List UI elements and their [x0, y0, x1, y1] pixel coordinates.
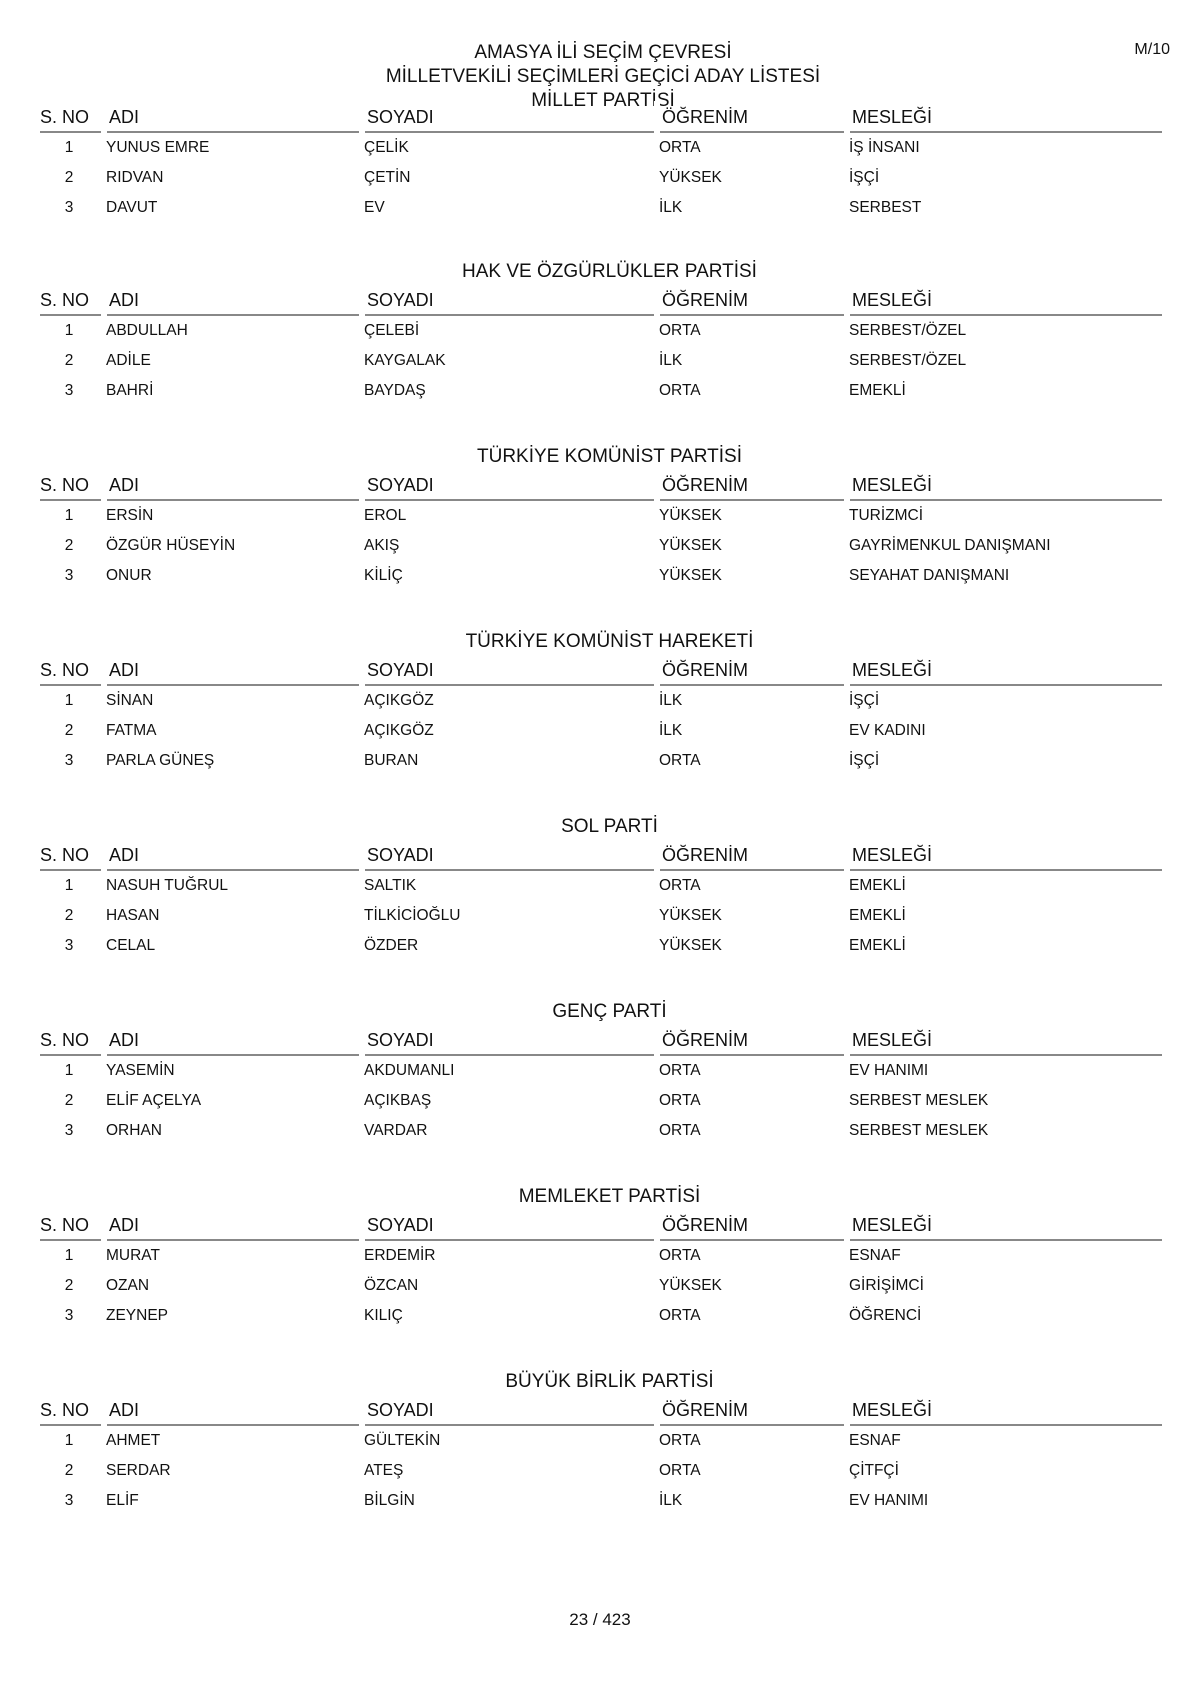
column-header-adi: ADI [104, 1024, 362, 1055]
cell-soyadi: AKIŞ [364, 537, 400, 554]
table-row [40, 346, 1165, 376]
cell-meslegi: ÇİTFÇİ [849, 1462, 899, 1479]
column-header-soyadi: SOYADI [362, 1394, 657, 1425]
cell-soyadi: KILIÇ [364, 1307, 403, 1324]
cell-soyadi: ERDEMİR [364, 1247, 436, 1264]
candidate-table [40, 284, 1168, 406]
cell-ogrenim: ORTA [659, 1307, 701, 1324]
cell-meslegi: EV HANIMI [849, 1492, 929, 1509]
candidate-table [40, 101, 1168, 223]
cell-meslegi: SERBEST MESLEK [849, 1122, 989, 1139]
candidate-table [40, 1394, 1168, 1516]
table-row [40, 376, 1165, 406]
cell-ogrenim: İLK [659, 352, 683, 369]
cell-ogrenim: ORTA [659, 1462, 701, 1479]
cell-adi: ELİF AÇELYA [106, 1092, 202, 1109]
candidate-table [40, 469, 1168, 591]
cell-ogrenim: ORTA [659, 1062, 701, 1079]
table-header-row [40, 1209, 1165, 1240]
cell-ogrenim: ORTA [659, 877, 701, 894]
cell-adi: ONUR [106, 567, 152, 584]
cell-soyadi: ÇELİK [364, 139, 409, 156]
cell-s-no: 1 [64, 1432, 74, 1449]
table-row [40, 1240, 1165, 1271]
column-header-meslegi: MESLEĞİ [847, 101, 1165, 132]
column-header-ogrenim: ÖĞRENİM [657, 654, 847, 685]
party-title: HAK VE ÖZGÜRLÜKLER PARTİSİ [462, 261, 757, 282]
party-section [40, 1370, 1165, 1553]
column-header-s-no: S. NO [40, 654, 104, 685]
cell-adi: HASAN [106, 907, 160, 924]
header-line-province: AMASYA İLİ SEÇİM ÇEVRESİ [474, 42, 732, 63]
cell-meslegi: İŞÇİ [849, 692, 880, 709]
cell-adi: SERDAR [106, 1462, 171, 1479]
cell-ogrenim: YÜKSEK [659, 169, 722, 186]
cell-soyadi: BİLGİN [364, 1492, 415, 1509]
cell-meslegi: İŞÇİ [849, 752, 880, 769]
column-header-meslegi: MESLEĞİ [847, 839, 1165, 870]
table-row [40, 500, 1165, 531]
cell-ogrenim: YÜKSEK [659, 567, 722, 584]
column-header-ogrenim: ÖĞRENİM [657, 1024, 847, 1055]
cell-s-no: 3 [64, 199, 74, 216]
cell-soyadi: EROL [364, 507, 407, 524]
cell-ogrenim: YÜKSEK [659, 937, 722, 954]
column-header-ogrenim: ÖĞRENİM [657, 469, 847, 500]
table-row [40, 716, 1165, 746]
cell-adi: RIDVAN [106, 169, 164, 186]
cell-ogrenim: İLK [659, 692, 683, 709]
party-section [40, 630, 1165, 813]
column-header-soyadi: SOYADI [362, 1024, 657, 1055]
column-header-s-no: S. NO [40, 1394, 104, 1425]
cell-ogrenim: İLK [659, 722, 683, 739]
cell-soyadi: BURAN [364, 752, 419, 769]
column-header-ogrenim: ÖĞRENİM [657, 839, 847, 870]
party-section [40, 1185, 1165, 1368]
cell-s-no: 1 [64, 877, 74, 894]
party-section [40, 445, 1165, 628]
cell-soyadi: ÇETİN [364, 169, 411, 186]
column-header-adi: ADI [104, 654, 362, 685]
cell-meslegi: İŞ İNSANI [849, 139, 920, 156]
cell-soyadi: ATEŞ [364, 1462, 404, 1479]
cell-s-no: 3 [64, 1122, 74, 1139]
column-header-soyadi: SOYADI [362, 101, 657, 132]
cell-soyadi: KAYGALAK [364, 352, 446, 369]
party-title: GENÇ PARTİ [552, 1001, 667, 1022]
cell-ogrenim: İLK [659, 1492, 683, 1509]
cell-soyadi: AKDUMANLI [364, 1062, 455, 1079]
column-header-adi: ADI [104, 1209, 362, 1240]
cell-ogrenim: ORTA [659, 1122, 701, 1139]
column-header-soyadi: SOYADI [362, 1209, 657, 1240]
cell-ogrenim: YÜKSEK [659, 507, 722, 524]
cell-soyadi: ÖZDER [364, 937, 419, 954]
cell-meslegi: SERBEST/ÖZEL [849, 352, 967, 369]
party-section [40, 260, 1165, 443]
cell-soyadi: AÇIKGÖZ [364, 722, 434, 739]
header-line-title: MİLLETVEKİLİ SEÇİMLERİ GEÇİCİ ADAY LİSTESİ [385, 66, 821, 87]
column-header-soyadi: SOYADI [362, 284, 657, 315]
table-row [40, 1456, 1165, 1486]
cell-ogrenim: ORTA [659, 322, 701, 339]
page-number: 23 / 423 [569, 1610, 631, 1629]
cell-adi: PARLA GÜNEŞ [106, 752, 215, 769]
cell-s-no: 2 [64, 1277, 74, 1294]
cell-adi: YASEMİN [106, 1062, 175, 1079]
table-header-row [40, 1394, 1165, 1425]
cell-ogrenim: İLK [659, 199, 683, 216]
cell-soyadi: ÇELEBİ [364, 322, 420, 339]
column-header-meslegi: MESLEĞİ [847, 1394, 1165, 1425]
cell-meslegi: EMEKLİ [849, 877, 906, 894]
cell-adi: ORHAN [106, 1122, 162, 1139]
cell-s-no: 2 [64, 907, 74, 924]
cell-meslegi: İŞÇİ [849, 169, 880, 186]
cell-meslegi: ESNAF [849, 1247, 901, 1264]
cell-meslegi: ÖĞRENCİ [849, 1307, 922, 1324]
candidate-table [40, 1209, 1168, 1331]
table-row [40, 1271, 1165, 1301]
column-header-adi: ADI [104, 839, 362, 870]
party-section [40, 101, 1165, 258]
cell-meslegi: SERBEST/ÖZEL [849, 322, 967, 339]
column-header-s-no: S. NO [40, 1209, 104, 1240]
column-header-adi: ADI [104, 284, 362, 315]
cell-s-no: 2 [64, 169, 74, 186]
column-header-ogrenim: ÖĞRENİM [657, 101, 847, 132]
cell-soyadi: ÖZCAN [364, 1277, 419, 1294]
cell-ogrenim: ORTA [659, 1092, 701, 1109]
cell-s-no: 2 [64, 722, 74, 739]
table-row [40, 1301, 1165, 1331]
party-title: TÜRKİYE KOMÜNİST HAREKETİ [465, 631, 754, 652]
cell-meslegi: GİRİŞİMCİ [849, 1277, 924, 1294]
header-line-party: MİLLET PARTİSİ [531, 90, 675, 111]
cell-ogrenim: YÜKSEK [659, 1277, 722, 1294]
column-header-meslegi: MESLEĞİ [847, 1024, 1165, 1055]
cell-s-no: 3 [64, 937, 74, 954]
table-header-row [40, 101, 1165, 132]
cell-adi: OZAN [106, 1277, 150, 1294]
cell-s-no: 2 [64, 352, 74, 369]
party-title: MEMLEKET PARTİSİ [518, 1186, 701, 1207]
column-header-s-no: S. NO [40, 469, 104, 500]
cell-s-no: 2 [64, 1092, 74, 1109]
cell-ogrenim: YÜKSEK [659, 537, 722, 554]
table-header-row [40, 839, 1165, 870]
table-header-row [40, 654, 1165, 685]
cell-adi: BAHRİ [106, 382, 154, 399]
cell-adi: ABDULLAH [106, 322, 188, 339]
column-header-ogrenim: ÖĞRENİM [657, 284, 847, 315]
table-row [40, 685, 1165, 716]
cell-soyadi: SALTIK [364, 877, 417, 894]
cell-soyadi: VARDAR [364, 1122, 428, 1139]
table-row [40, 315, 1165, 346]
cell-s-no: 3 [64, 752, 74, 769]
column-header-meslegi: MESLEĞİ [847, 1209, 1165, 1240]
table-row [40, 193, 1165, 223]
column-header-ogrenim: ÖĞRENİM [657, 1394, 847, 1425]
party-section [40, 815, 1165, 998]
table-row [40, 746, 1165, 776]
cell-ogrenim: ORTA [659, 1247, 701, 1264]
cell-s-no: 2 [64, 537, 74, 554]
cell-ogrenim: ORTA [659, 752, 701, 769]
cell-ogrenim: YÜKSEK [659, 907, 722, 924]
cell-soyadi: KİLİÇ [364, 567, 403, 584]
cell-s-no: 1 [64, 507, 74, 524]
column-header-soyadi: SOYADI [362, 839, 657, 870]
cell-ogrenim: ORTA [659, 1432, 701, 1449]
cell-soyadi: BAYDAŞ [364, 382, 426, 399]
table-row [40, 1086, 1165, 1116]
party-section [40, 1000, 1165, 1183]
cell-s-no: 1 [64, 1247, 74, 1264]
page-code: M/10 [1134, 41, 1170, 58]
column-header-s-no: S. NO [40, 1024, 104, 1055]
cell-s-no: 2 [64, 1462, 74, 1479]
column-header-soyadi: SOYADI [362, 469, 657, 500]
column-header-adi: ADI [104, 101, 362, 132]
table-header-row [40, 469, 1165, 500]
cell-meslegi: SERBEST [849, 199, 922, 216]
cell-soyadi: EV [364, 199, 385, 216]
table-row [40, 1486, 1165, 1516]
cell-meslegi: EV HANIMI [849, 1062, 929, 1079]
column-header-s-no: S. NO [40, 284, 104, 315]
candidate-table [40, 839, 1168, 961]
cell-soyadi: TİLKİCİOĞLU [364, 907, 461, 924]
cell-meslegi: EMEKLİ [849, 937, 906, 954]
cell-adi: AHMET [106, 1432, 161, 1449]
cell-meslegi: TURİZMCİ [849, 507, 924, 524]
cell-meslegi: ESNAF [849, 1432, 901, 1449]
table-row [40, 870, 1165, 901]
cell-meslegi: SERBEST MESLEK [849, 1092, 989, 1109]
cell-s-no: 1 [64, 692, 74, 709]
party-title: SOL PARTİ [561, 816, 658, 837]
cell-meslegi: GAYRİMENKUL DANIŞMANI [849, 537, 1051, 554]
table-row [40, 561, 1165, 591]
cell-s-no: 3 [64, 567, 74, 584]
cell-adi: SİNAN [106, 692, 154, 709]
cell-meslegi: EMEKLİ [849, 382, 906, 399]
column-header-ogrenim: ÖĞRENİM [657, 1209, 847, 1240]
table-row [40, 1425, 1165, 1456]
table-header-row [40, 284, 1165, 315]
cell-s-no: 1 [64, 322, 74, 339]
table-header-row [40, 1024, 1165, 1055]
cell-s-no: 3 [64, 382, 74, 399]
cell-adi: ADİLE [106, 352, 151, 369]
column-header-meslegi: MESLEĞİ [847, 654, 1165, 685]
cell-adi: FATMA [106, 722, 157, 739]
column-header-meslegi: MESLEĞİ [847, 469, 1165, 500]
candidate-table [40, 654, 1168, 776]
candidate-table [40, 1024, 1168, 1146]
cell-soyadi: GÜLTEKİN [364, 1432, 441, 1449]
cell-s-no: 3 [64, 1307, 74, 1324]
column-header-adi: ADI [104, 1394, 362, 1425]
table-row [40, 163, 1165, 193]
table-row [40, 931, 1165, 961]
column-header-s-no: S. NO [40, 101, 104, 132]
cell-adi: ÖZGÜR HÜSEYİN [106, 537, 236, 554]
cell-adi: DAVUT [106, 199, 158, 216]
cell-soyadi: AÇIKBAŞ [364, 1092, 432, 1109]
column-header-adi: ADI [104, 469, 362, 500]
cell-adi: CELAL [106, 937, 156, 954]
party-sections [40, 101, 1165, 1553]
party-title: BÜYÜK BİRLİK PARTİSİ [505, 1371, 714, 1392]
table-row [40, 1116, 1165, 1146]
column-header-s-no: S. NO [40, 839, 104, 870]
column-header-meslegi: MESLEĞİ [847, 284, 1165, 315]
cell-s-no: 1 [64, 139, 74, 156]
cell-soyadi: AÇIKGÖZ [364, 692, 434, 709]
cell-adi: ELİF [106, 1492, 139, 1509]
cell-adi: NASUH TUĞRUL [106, 877, 229, 894]
table-row [40, 1055, 1165, 1086]
table-row [40, 901, 1165, 931]
cell-ogrenim: ORTA [659, 139, 701, 156]
cell-s-no: 3 [64, 1492, 74, 1509]
party-title: TÜRKİYE KOMÜNİST PARTİSİ [477, 446, 742, 467]
cell-ogrenim: ORTA [659, 382, 701, 399]
cell-adi: MURAT [106, 1247, 160, 1264]
cell-adi: ZEYNEP [106, 1307, 169, 1324]
cell-meslegi: EV KADINI [849, 722, 926, 739]
cell-s-no: 1 [64, 1062, 74, 1079]
table-row [40, 531, 1165, 561]
table-row [40, 132, 1165, 163]
column-header-soyadi: SOYADI [362, 654, 657, 685]
cell-adi: ERSİN [106, 507, 154, 524]
cell-meslegi: EMEKLİ [849, 907, 906, 924]
cell-meslegi: SEYAHAT DANIŞMANI [849, 567, 1010, 584]
cell-adi: YUNUS EMRE [106, 139, 210, 156]
